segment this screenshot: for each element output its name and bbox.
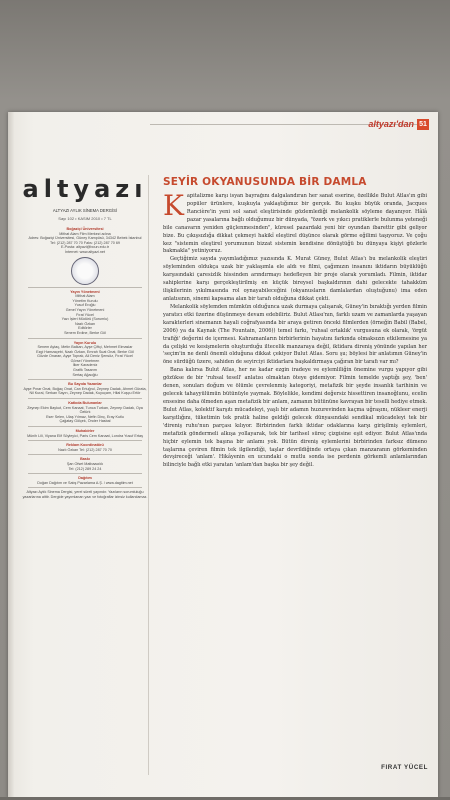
masthead-line: Ayşe Pınar Onat, Boğaç Onat, Can Ertuğrul, Zeynep Dadak, Ahmet Gürata, Nil Kural, Serkan Sayın, Zeynep Dadak, Kuyuçam, Hilal Kuşçu Ertör bbox=[23, 386, 147, 396]
masthead-line: Yönetim Kurulu bbox=[72, 298, 98, 303]
masthead-footer: Altyazı Aylık Sinema Dergisi, yerel süreli yayındır. Yazıların sorumluluğu yazarlarına aittir. Dergide yayımlanan yazı ve fotoğraflar izinsiz kullanılamaz. bbox=[22, 490, 148, 499]
masthead-line: Fırat Yücel bbox=[76, 312, 94, 317]
masthead-line: Editörler bbox=[78, 326, 92, 331]
masthead-line: Sertaç Ağaoğlu bbox=[72, 372, 98, 377]
masthead-section-title: Boğaziçi Üniversitesi bbox=[66, 227, 104, 231]
masthead-line: Münih Lili, Viyana Elif Söyleyici, Paris Cem Kanaat, Londra Yusuf Ertaş bbox=[27, 433, 143, 438]
masthead-rule bbox=[28, 338, 142, 339]
masthead-line: E-Posta: altyazi@boun.edu.tr bbox=[60, 245, 110, 250]
masthead-section-title: Baskı bbox=[80, 457, 90, 462]
masthead-section bbox=[22, 382, 148, 396]
university-seal-icon bbox=[71, 257, 99, 285]
masthead-line: Yazı İşleri Müdürü (Sorumlu) bbox=[61, 317, 109, 322]
column-divider bbox=[148, 175, 149, 775]
masthead-section-title: Bu Sayıda Yazanlar bbox=[68, 382, 102, 387]
masthead-section-title: Katkıda Bulunanlar bbox=[68, 401, 102, 406]
masthead-line: Çağatay Gölçek, Önder Hasbal bbox=[59, 419, 111, 424]
masthead-rule bbox=[28, 440, 142, 441]
author-signature: FIRAT YÜCEL bbox=[381, 764, 428, 771]
paragraph-text: Melankolik söylemden mümkün olduğunca uzak durmaya çalışarak, Güney'in bıraktığı yerden filmin yaratıcı etki üzerine düşünmeye devam edebiliriz. Bulut Atlası'nın, farklı uzam ve zamanlarda yaşayan karakterleri sinemanın hayali coğrafyasında bir araya getiren önceki filmlerden (örneğin Babil (Babel, 2006) ya da Kaynak (The Fountain, 2006)) temel farkı, 'ruhsal ortaklık' vurgusuna ek olarak, 'örgüt trafiği' değerini de içermesi. Kahramanların birbirlerinin hayatını farkında olmaksızın etkilemesine ya da çelişki ve kesişmelerin oluşturduğu iltecelik manzaraya değil, iktidara direniş yönünde yapılan her 'seçim'in ne denli önemli olduğuna dikkat çekiyor Bulut Atlas. Soru şu; böylesi bir anlatımın Güney'in öne sürdüğü üzere, sahiden de seyirciyi iktidarlara başkaldırmaya çağıran bir tarafı var mı? bbox=[163, 303, 427, 366]
masthead-section-title: Muhabirler bbox=[75, 429, 95, 433]
masthead-column bbox=[22, 135, 148, 785]
masthead-rule bbox=[28, 379, 142, 380]
masthead-line: Tel: (212) 287 70 70 Faks: (212) 287 70 69 bbox=[50, 240, 120, 245]
paragraph-text: Geçtiğimiz sayıda yayımladığımız yazısında K. Murat Güney, Bulut Atlas'ı bu melankolik eleştiri söyleminden oldukça uzak bir yaklaşımla ele aldı ve filmi, çağımızın insanını iktidarın büyüklüğü karşısındaki çaresizlik hissinden arındırmayı hedefleyen bir proje olarak yorumladı. Filmin, iktidar sahiplerine karşı gerçekleştirilmiş en küçük bireysel başkaldırının dahi gelecekte tahakküm ilişkilerinin yıkılmasında rol oynayabileceğini (okyanusların damlalardan oluştuğunu) ima eden anlatısının, sinemi kapsama alan bir tarafı olduğuna dikkat çekti. bbox=[163, 256, 427, 302]
masthead-section bbox=[22, 290, 148, 336]
masthead-line: Gözde Onaran, Ayşe Toprak, Ali Deniz Şensöz, Fırat Yücel bbox=[37, 354, 133, 359]
masthead-credits bbox=[22, 227, 148, 785]
masthead-section bbox=[22, 443, 148, 452]
masthead-section bbox=[22, 341, 148, 378]
masthead-section-title: Yayın Kurulu bbox=[73, 340, 97, 345]
masthead-line: Mithat Alam bbox=[75, 294, 95, 299]
masthead-rule bbox=[28, 454, 142, 455]
section-brand: altyazı'dan bbox=[368, 119, 414, 129]
masthead-line: Genel Yayın Yönetmeni bbox=[65, 307, 105, 312]
masthead-line: Şan Ofset Matbaacılık bbox=[66, 461, 104, 466]
masthead-section bbox=[22, 401, 148, 424]
article-title: SEYİR OKYANUSUNDA BİR DAMLA bbox=[163, 176, 367, 188]
masthead-line: Grafik Tasarım bbox=[73, 368, 97, 373]
masthead-section-title: Yayın Yönetmeni bbox=[70, 289, 100, 294]
paragraph-text: Bana kalırsa Bulut Atlas, her ne kadar ezgin iradeye ve eylemliliğin önemine vurgu yapıyor gibi gözükse de bir 'ruhsal tesell' anlatısı olmaktan öteye gidemiyor. Filmin temelde yaptığı şey, 'ben' denen, sonuları doğum ve ölümle çevrelenmiş kategoriyi, metafizik bir şeyde insanlık tarihinin ve gelecek tahayyülümün bütünüyle yaymak. Böylelikle, kendimi değersiz hissettiren insanoğlunu, ecelin ensesine daha ölmeden aşan metafizik bir anlam, zamanın bütününe kavrayan bir teselli hediye etmek. Bulut Atlas, kolektif karşıtı mücadeleyi, yaşlı bir adamın huzurevinden kaçma uğraşını, nükleer enerji karşıtlığını, tüketimin tek pratik haline geldiği gelecek dünyasındaki sendikal mücadeleyi tek bir 'direniş ruhu'nun parçası kılıyor. Birbirinden farklı iktidar odaklarına karşı girişilmiş eylemleri, metafizik göndermeli alkışa yollayarak, tek bir tarihsel süreç çizgisine eşit ediyor. Bulut Atlas'ında hiçbir eylemin tek başına bir anlamı yok. Bütün direniş eylemlerini birbirinden farksız dümeno taşlarına çeviren filmin tek ilgilendiği, taşlar devrildiğinde ortaya çıkan manzaranın görkeminden devşireceği 'anlam'. Hikâyenin en ucundaki o mutlu sonda ise perdenin görkemli anlamlarından bilinciyle bağlı etki yaratan 'anlam'dan başka bir şey değil. bbox=[163, 367, 427, 469]
masthead-section bbox=[22, 476, 148, 485]
masthead-rule bbox=[28, 287, 142, 288]
masthead-section bbox=[22, 457, 148, 471]
masthead-line: Zeynep Ekim Baykut, Cem Kanaat, Tunca Turkan, Zeynep Dadak, Oya Öztürk bbox=[27, 405, 143, 415]
masthead-rule bbox=[28, 473, 142, 474]
masthead-line: Nazlı Özkan Tel: (212) 287 70 70 bbox=[58, 447, 112, 452]
masthead-line: İlker Karadeniz bbox=[72, 363, 98, 368]
masthead-section-title: Dağıtım bbox=[78, 476, 92, 481]
masthead-rule bbox=[28, 398, 142, 399]
page-number-badge: 51 bbox=[417, 119, 429, 130]
article-paragraph bbox=[163, 256, 427, 304]
article-paragraph bbox=[163, 367, 427, 470]
article-body bbox=[163, 193, 427, 749]
altyazi-logo: altyazı bbox=[22, 175, 148, 203]
masthead-line: Görsel Yönetmen bbox=[70, 358, 100, 363]
article-paragraph bbox=[163, 304, 427, 367]
masthead-line: Doğan Dağıtım ve Satış Pazarlama A.Ş. / www.dagitim.net bbox=[37, 480, 133, 485]
masthead-section bbox=[22, 227, 148, 255]
masthead-line: Eser Selen, Ulaş Yılmaz, Nefin Dinç, Eray Kutlu bbox=[46, 414, 124, 419]
masthead-rule bbox=[28, 426, 142, 427]
masthead-line: Yusuf Eroğlu bbox=[74, 303, 96, 308]
masthead-line: Senem Aytaç, Metin Balkan, Ayşe Çiftçi, Mehmet Elmaslar bbox=[37, 345, 133, 350]
masthead-rule bbox=[28, 487, 142, 488]
masthead-line: İnternet: www.altyazi.net bbox=[65, 249, 105, 254]
masthead-line: Nazlı Özkan bbox=[74, 321, 96, 326]
logo-subtitle: ALTYAZI AYLIK SİNEMA DERGİSİ bbox=[52, 208, 118, 213]
page-edge bbox=[8, 112, 14, 798]
masthead-line: Mithat Alam Film Merkezi adına bbox=[59, 231, 111, 236]
masthead-section bbox=[22, 429, 148, 438]
masthead-line: Tel: (212) 289 24 24 bbox=[68, 466, 102, 471]
masthead-section-title: Reklam Koordinatörü bbox=[66, 443, 104, 448]
drop-cap: K bbox=[163, 193, 184, 222]
issue-line: Sayı 102 • KASIM 2010 • 7 TL bbox=[58, 216, 112, 221]
paragraph-text: apitalizme karşı isyan bayrağını dalgalandıran her sanat eserine, özellikle Bulut Atlas'ın gibi popüler ürünlere, kuşkuyla yaklaştığımız bir gerçek. Bu kuşku büyük oranda, Jacques Rancière'in yeni sol sanat eleştirisinde gözlemlediği melankolik söyleme dayanıyor. Hâlâ pazar yasalarına bağlı olduğumuz bir dünyada, "özerk ve yıkıcı pratiklerle bulunma yeteneği bile canavarın yeniden güçlenmesinden", küresel pazardaki yeni bir oyundan ibarettir gibi geliyor bize. Bu çıkışsızlığa dikkat çekmeyi hakikî eleştirel düşünce olarak görme eğilimi taşıyoruz. Ve çoğu kez "sistemin eleştirel yorumunun bizzat sistemin kendisine dönüştüğü bu dünyaya kişiyi gözlerle bakmakla" yetiniyoruz. bbox=[163, 193, 427, 255]
article-paragraph bbox=[163, 193, 427, 256]
masthead-line: Ezgi Hamzaçebi, Nazlı Özkan, Emrah Suat Onat, Berke Göl bbox=[36, 349, 134, 354]
masthead-line: Senem Erdine, Berke Göl bbox=[64, 330, 106, 335]
masthead-line: Adres: Boğaziçi Üniversitesi, Güney Kampüsü, 34342 Bebek İstanbul bbox=[28, 236, 142, 241]
